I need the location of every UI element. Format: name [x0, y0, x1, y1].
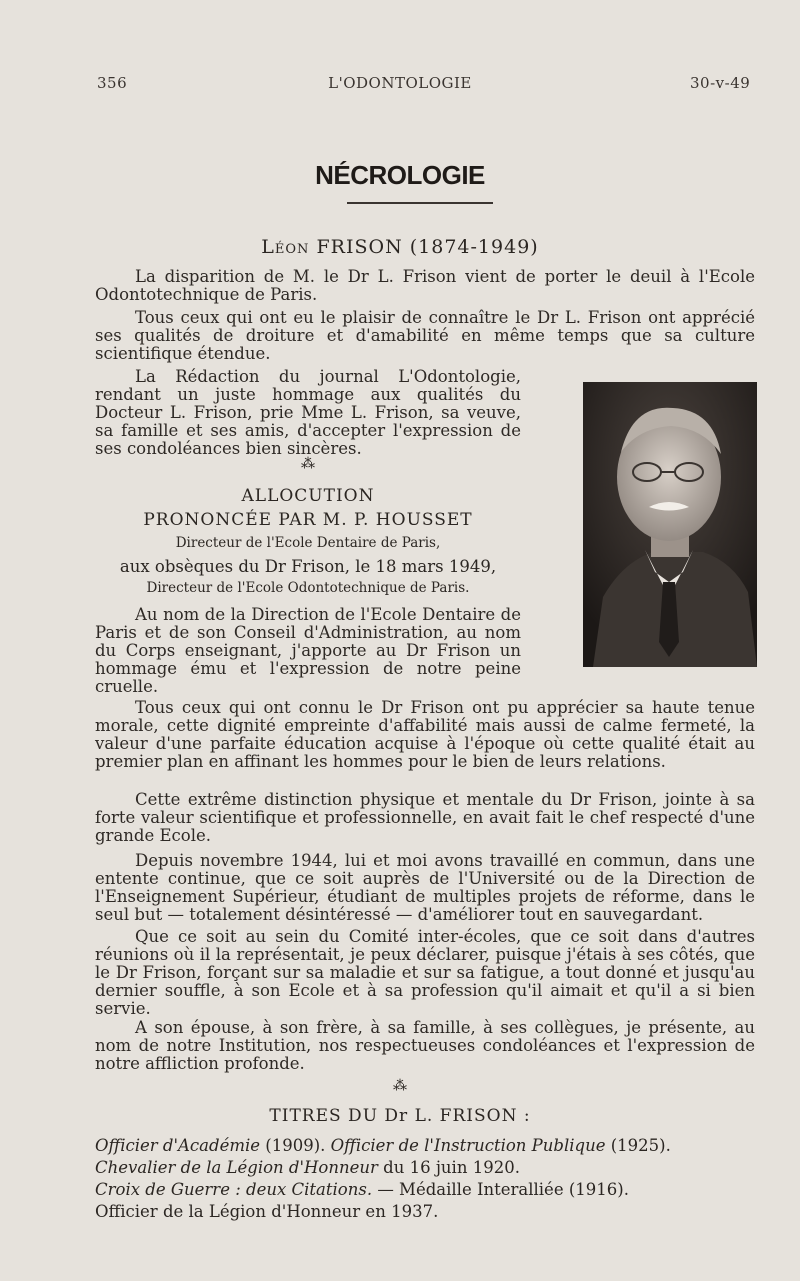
issue-date: 30-v-49 [690, 74, 751, 92]
speech-paragraph-5: Que ce soit au sein du Comité inter-écoles, que ce soit dans d'autres réunions où il la représentait, je peux déclarer, puisque j'étais à ses côtés, que le Dr Frison, forçant sur sa maladie et sur sa fatigue, a tout donné et jusqu'au dernier souffle, à son Ecole et à sa profession qu'il aimait et qu'il a si bien servie. [95, 927, 755, 1018]
intro-paragraph-2: Tous ceux qui ont eu le plaisir de connaître le Dr L. Frison ont apprécié ses qualités de droiture et d'amabilité en même temps que sa culture scientifique étendue. [95, 308, 755, 363]
titles-line-3-b: — Médaille Interalliée (1916). [377, 1180, 629, 1199]
titles-line-3 [95, 1180, 775, 1199]
obituary-years: (1874-1949) [409, 236, 539, 258]
allocution-occasion: aux obsèques du Dr Frison, le 18 mars 1949, [119, 557, 497, 576]
titles-line-2 [95, 1158, 775, 1177]
obituary-heading [0, 236, 800, 258]
ornament-2: ⁂ [393, 1078, 407, 1094]
speech-paragraph-4: Depuis novembre 1944, lui et moi avons travaillé en commun, dans une entente continue, que ce soit auprès de l'Université ou de la Direction de l'Enseignement Supérieur, étudiant de multiples projets de réforme, dans le seul but — totalement désintéressé — d'améliorer tout en sauvegardant. [95, 851, 755, 924]
portrait-photo [583, 382, 757, 667]
ornament-1: ⁂ [301, 456, 315, 472]
titles-line-1 [95, 1136, 775, 1155]
portrait-image [583, 382, 757, 667]
intro-paragraph-3: La Rédaction du journal L'Odontologie, rendant un juste hommage aux qualités du Docteur L. Frison, prie Mme L. Frison, sa veuve, sa famille et ses amis, d'accepter l'expression de ses condoléances bien sincères. [95, 367, 521, 458]
allocution-heading: ALLOCUTION [241, 486, 375, 506]
titles-line-3-a: Croix de Guerre : deux Citations. [95, 1180, 373, 1199]
running-head: L'ODONTOLOGIE [328, 74, 472, 92]
allocution-role-2: Directeur de l'Ecole Odontotechnique de Paris. [146, 580, 470, 596]
page-number: 356 [97, 74, 128, 92]
obituary-last-name: FRISON [316, 236, 403, 258]
speech-paragraph-1: Au nom de la Direction de l'Ecole Dentaire de Paris et de son Conseil d'Administration, au nom du Corps enseignant, j'apporte au Dr Frison un hommage ému et l'expression de notre peine cruelle. [95, 605, 521, 696]
titles-line-1-a: Officier d'Académie [95, 1136, 261, 1155]
titles-line-4: Officier de la Légion d'Honneur en 1937. [95, 1202, 439, 1221]
intro-paragraph-1: La disparition de M. le Dr L. Frison vient de porter le deuil à l'Ecole Odontotechnique de Paris. [95, 267, 755, 304]
speech-paragraph-6: A son épouse, à son frère, à sa famille, à ses collègues, je présente, au nom de notre Institution, nos respectueuses condoléances et l'expression de notre affliction profonde. [95, 1018, 755, 1073]
titles-line-2-b: du 16 juin 1920. [383, 1158, 520, 1177]
allocution-role: Directeur de l'Ecole Dentaire de Paris, [175, 535, 441, 551]
title-rule [347, 202, 493, 204]
titles-heading: TITRES DU Dr L. FRISON : [269, 1106, 531, 1126]
titles-line-1-d: (1925). [610, 1136, 671, 1155]
obituary-first-name: Léon [261, 236, 310, 258]
speech-paragraph-2: Tous ceux qui ont connu le Dr Frison ont pu apprécier sa haute tenue morale, cette dignité empreinte d'affabilité mais aussi de calme fermeté, la valeur d'une parfaite éducation acquise à l'époque où cette qualité était au premier plan en affinant les hommes pour le bien de leurs relations. [95, 698, 755, 771]
speech-paragraph-3: Cette extrême distinction physique et mentale du Dr Frison, jointe à sa forte valeur scientifique et professionnelle, en avait fait le chef respecté d'une grande Ecole. [95, 790, 755, 845]
titles-line-1-c: Officier de l'Instruction Publique [330, 1136, 606, 1155]
titles-line-1-b: (1909). [265, 1136, 326, 1155]
section-title: NÉCROLOGIE [315, 160, 485, 190]
titles-line-2-a: Chevalier de la Légion d'Honneur [95, 1158, 378, 1177]
allocution-subheading: PRONONCÉE PAR M. P. HOUSSET [143, 510, 473, 530]
